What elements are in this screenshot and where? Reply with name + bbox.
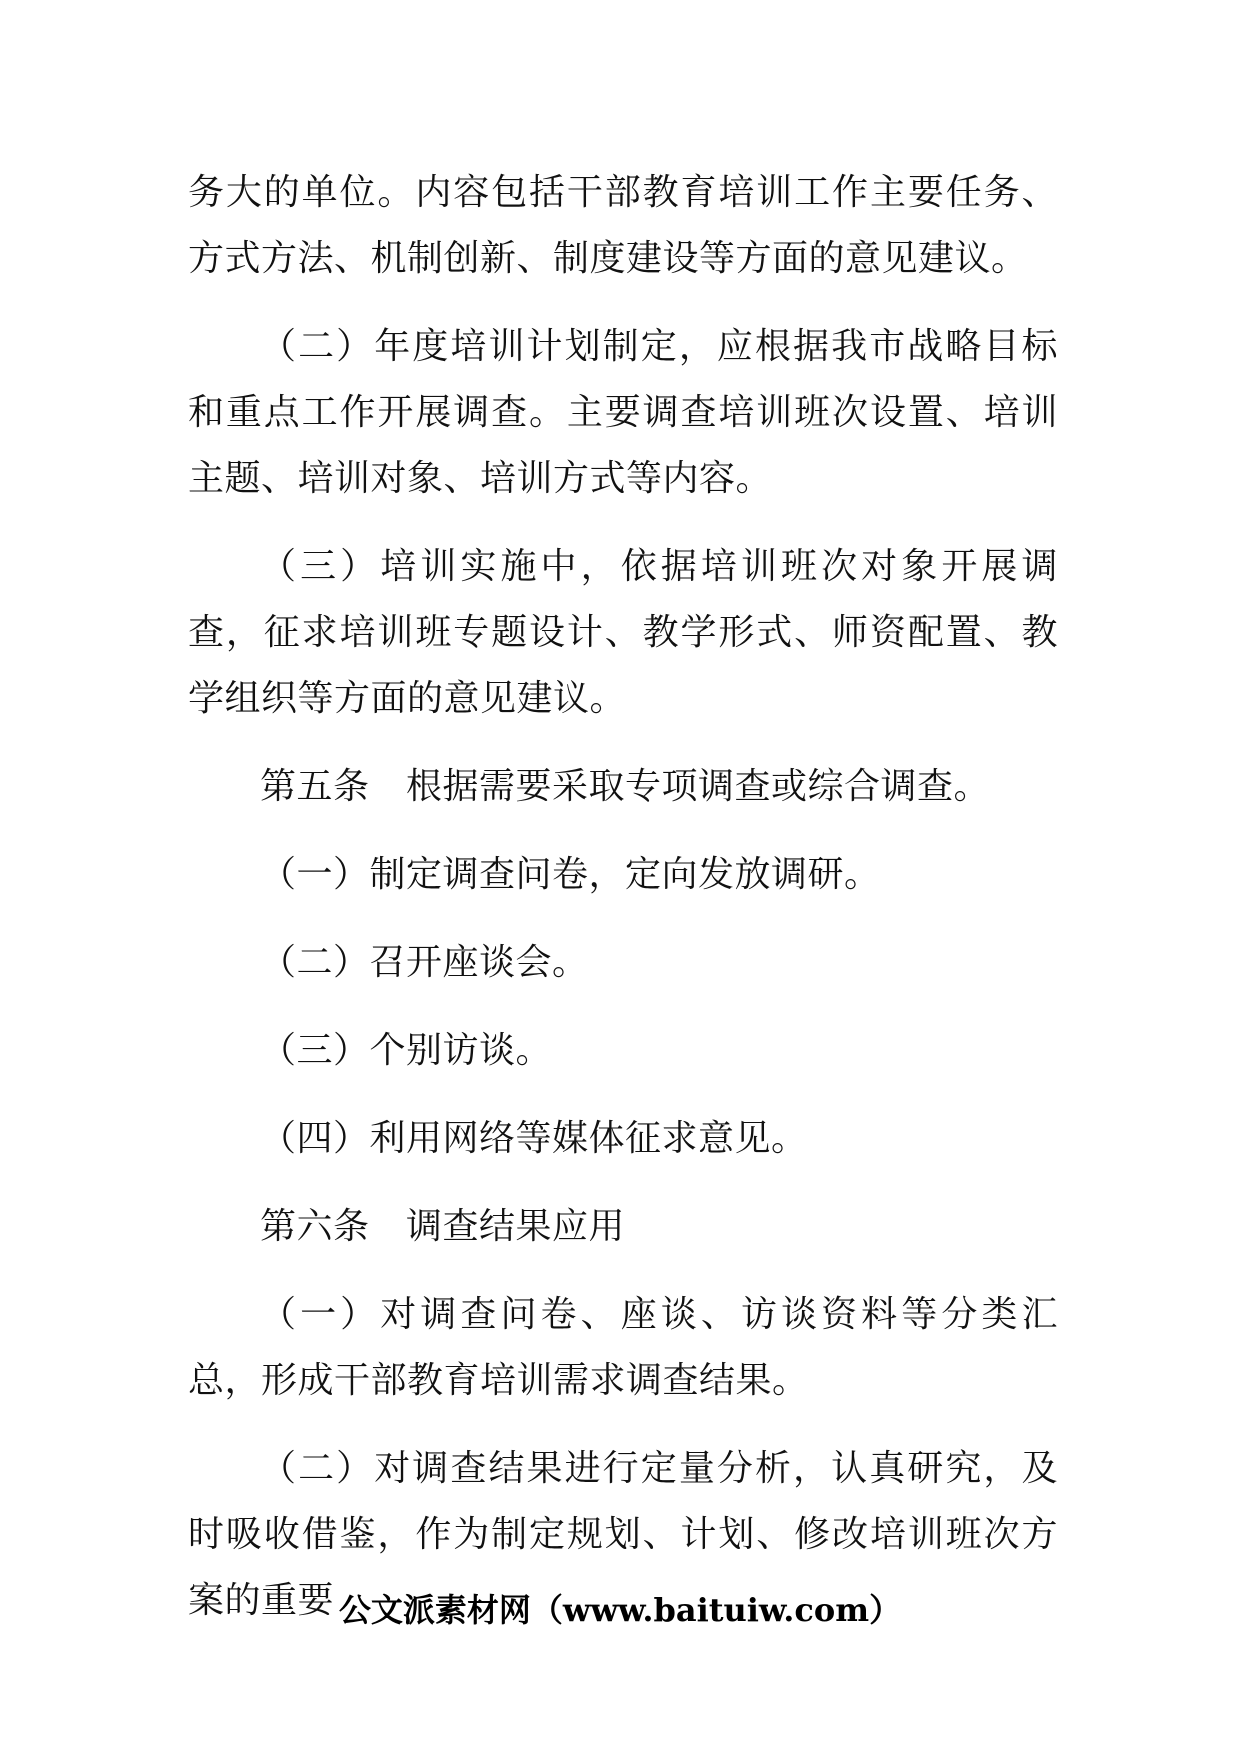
paragraph-method-2: （二）召开座谈会。 — [260, 942, 589, 983]
article-6-heading: 第六条 调查结果应用 — [260, 1206, 626, 1247]
paragraph-method-3: （三）个别访谈。 — [260, 1030, 553, 1071]
paragraph-item-2-annual-plan: （二）年度培训计划制定，应根据我市战略目标和重点工作开展调查。主要调查培训班次设置、培训主题、培训对象、培训方式等内容。 — [188, 326, 1058, 499]
footer-watermark: 公文派素材网（www.baituiw.com） — [338, 1591, 902, 1629]
article-5-heading: 第五条 根据需要采取专项调查或综合调查。 — [260, 766, 991, 807]
paragraph-result-1: （一）对调查问卷、座谈、访谈资料等分类汇总，形成干部教育培训需求调查结果。 — [188, 1294, 1058, 1401]
document-body — [188, 160, 1058, 1634]
paragraph-result-2: （二）对调查结果进行定量分析，认真研究，及时吸收借鉴，作为制定规划、计划、修改培训班次方案的重要 — [188, 1448, 1058, 1621]
paragraph-method-4: （四）利用网络等媒体征求意见。 — [260, 1118, 808, 1159]
paragraph-item-3-implementation: （三）培训实施中，依据培训班次对象开展调查，征求培训班专题设计、教学形式、师资配置、教学组织等方面的意见建议。 — [188, 546, 1058, 719]
paragraph-continuation: 务大的单位。内容包括干部教育培训工作主要任务、方式方法、机制创新、制度建设等方面的意见建议。 — [188, 172, 1058, 279]
paragraph-method-1: （一）制定调查问卷，定向发放调研。 — [260, 854, 881, 895]
